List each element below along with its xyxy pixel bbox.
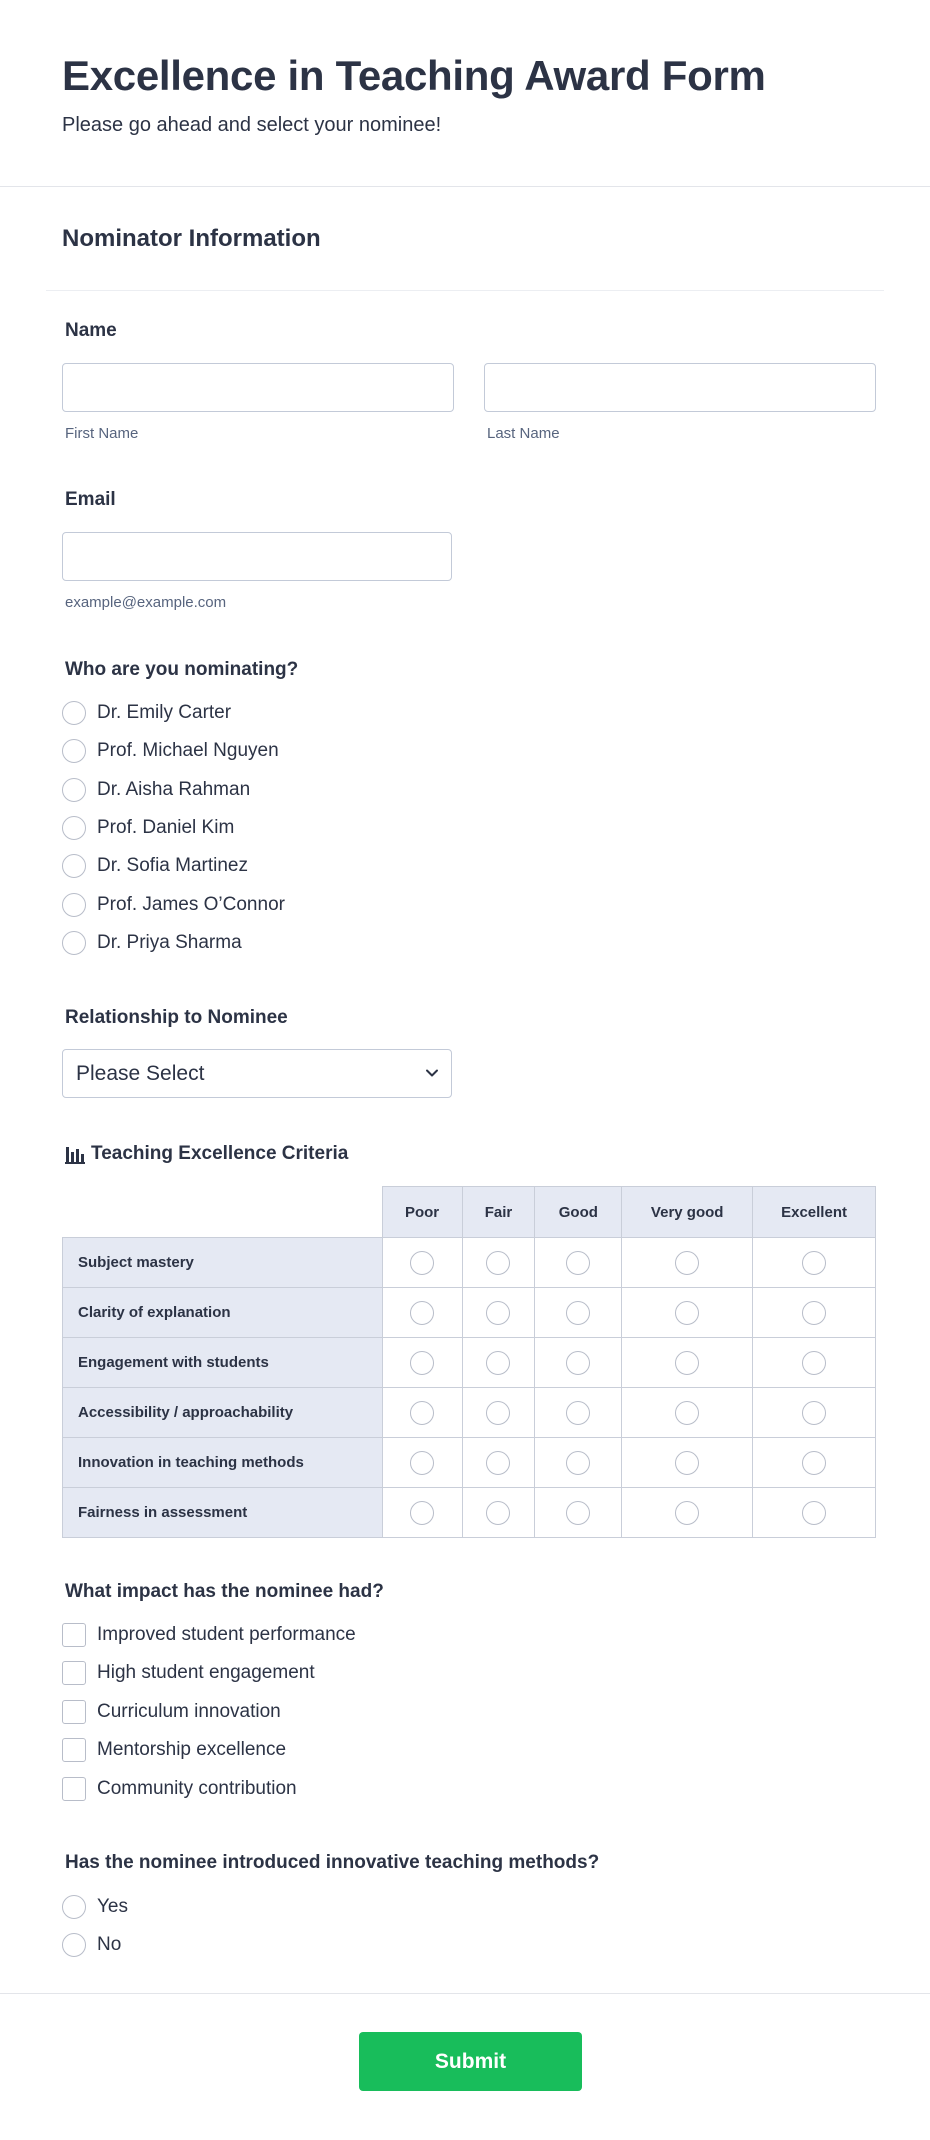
- first-name-sublabel: First Name: [65, 425, 139, 442]
- relationship-field: [62, 1007, 868, 1029]
- matrix-cell[interactable]: [622, 1388, 753, 1438]
- innovative-option-label: No: [97, 1934, 122, 1955]
- impact-label: What impact has the nominee had?: [65, 1581, 384, 1602]
- matrix-cell[interactable]: [382, 1388, 462, 1438]
- radio-button[interactable]: [566, 1301, 590, 1325]
- radio-button[interactable]: [566, 1401, 590, 1425]
- matrix-cell[interactable]: [382, 1488, 462, 1538]
- matrix-cell[interactable]: [462, 1488, 535, 1538]
- matrix-row: [63, 1338, 876, 1388]
- matrix-cell[interactable]: [462, 1238, 535, 1288]
- radio-button[interactable]: [62, 893, 86, 917]
- matrix-column-header: Fair: [462, 1187, 535, 1238]
- innovative-option[interactable]: [62, 1892, 128, 1922]
- section-header: [46, 187, 884, 291]
- matrix-row-label: Clarity of explanation: [63, 1288, 383, 1338]
- matrix-column-header: Poor: [382, 1187, 462, 1238]
- matrix-cell[interactable]: [382, 1238, 462, 1288]
- innovative-option[interactable]: [62, 1930, 121, 1960]
- radio-button[interactable]: [486, 1501, 510, 1525]
- radio-button[interactable]: [675, 1401, 699, 1425]
- matrix-cell[interactable]: [462, 1438, 535, 1488]
- radio-button[interactable]: [486, 1451, 510, 1475]
- email-input[interactable]: [62, 532, 452, 581]
- radio-button[interactable]: [566, 1351, 590, 1375]
- matrix-row-label: Engagement with students: [63, 1338, 383, 1388]
- checkbox[interactable]: [62, 1777, 86, 1801]
- nominee-option[interactable]: [62, 851, 248, 881]
- radio-button[interactable]: [802, 1351, 826, 1375]
- criteria-field: [62, 1143, 868, 1165]
- matrix-cell[interactable]: [382, 1288, 462, 1338]
- relationship-label: Relationship to Nominee: [65, 1007, 288, 1028]
- innovative-field: [62, 1852, 868, 1874]
- matrix-row-label: Subject mastery: [63, 1238, 383, 1288]
- section-title: Nominator Information: [62, 225, 321, 252]
- nominee-option-label: Dr. Sofia Martinez: [97, 855, 248, 876]
- matrix-column-header: Excellent: [753, 1187, 876, 1238]
- radio-button[interactable]: [62, 931, 86, 955]
- form-title: Excellence in Teaching Award Form: [62, 52, 766, 99]
- matrix-row: [63, 1288, 876, 1338]
- nominee-option-label: Dr. Aisha Rahman: [97, 779, 251, 800]
- radio-button[interactable]: [410, 1351, 434, 1375]
- radio-button[interactable]: [802, 1251, 826, 1275]
- form-subtitle: Please go ahead and select your nominee!: [62, 114, 442, 136]
- matrix-row: [63, 1238, 876, 1288]
- nominee-option[interactable]: [62, 890, 285, 920]
- last-name-sublabel: Last Name: [487, 425, 560, 442]
- nominee-field: [62, 659, 868, 681]
- checkbox[interactable]: [62, 1661, 86, 1685]
- impact-option[interactable]: [62, 1620, 356, 1650]
- radio-button[interactable]: [486, 1301, 510, 1325]
- relationship-selected-value: Please Select: [76, 1061, 205, 1085]
- impact-option-label: Community contribution: [97, 1778, 297, 1799]
- matrix-cell[interactable]: [535, 1488, 622, 1538]
- matrix-cell[interactable]: [753, 1238, 876, 1288]
- matrix-column-header: Good: [535, 1187, 622, 1238]
- radio-button[interactable]: [802, 1401, 826, 1425]
- checkbox[interactable]: [62, 1623, 86, 1647]
- nominee-option[interactable]: [62, 928, 242, 958]
- radio-button[interactable]: [675, 1351, 699, 1375]
- nominee-option[interactable]: [62, 736, 279, 766]
- matrix-cell[interactable]: [462, 1338, 535, 1388]
- radio-button[interactable]: [62, 701, 86, 725]
- radio-button[interactable]: [566, 1501, 590, 1525]
- nominee-label: Who are you nominating?: [65, 659, 299, 680]
- nominee-option-label: Prof. Daniel Kim: [97, 817, 235, 838]
- matrix-cell[interactable]: [462, 1288, 535, 1338]
- radio-button[interactable]: [410, 1401, 434, 1425]
- radio-button[interactable]: [62, 816, 86, 840]
- matrix-cell[interactable]: [753, 1388, 876, 1438]
- radio-button[interactable]: [62, 778, 86, 802]
- checkbox[interactable]: [62, 1738, 86, 1762]
- email-label: Email: [65, 489, 116, 510]
- relationship-select[interactable]: [62, 1049, 452, 1098]
- matrix-cell[interactable]: [753, 1488, 876, 1538]
- matrix-table: [62, 1186, 876, 1538]
- matrix-row: [63, 1388, 876, 1438]
- matrix-row-label: Accessibility / approachability: [63, 1388, 383, 1438]
- impact-option[interactable]: [62, 1658, 315, 1688]
- radio-button[interactable]: [62, 739, 86, 763]
- matrix-cell[interactable]: [535, 1388, 622, 1438]
- radio-button[interactable]: [802, 1501, 826, 1525]
- radio-button[interactable]: [675, 1501, 699, 1525]
- name-field: [62, 320, 868, 342]
- matrix-header-row: [63, 1187, 876, 1238]
- last-name-input[interactable]: [484, 363, 876, 412]
- innovative-label: Has the nominee introduced innovative teaching methods?: [65, 1852, 600, 1873]
- radio-button[interactable]: [410, 1501, 434, 1525]
- matrix-row-label: Fairness in assessment: [63, 1488, 383, 1538]
- bar-chart-icon: [65, 1144, 85, 1164]
- matrix-row-label: Innovation in teaching methods: [63, 1438, 383, 1488]
- nominee-option-label: Prof. Michael Nguyen: [97, 740, 279, 761]
- impact-option-label: Improved student performance: [97, 1624, 356, 1645]
- email-sublabel: example@example.com: [65, 594, 227, 611]
- matrix-cell[interactable]: [753, 1438, 876, 1488]
- radio-button[interactable]: [802, 1301, 826, 1325]
- radio-button[interactable]: [486, 1351, 510, 1375]
- impact-option-label: Mentorship excellence: [97, 1739, 287, 1760]
- criteria-label: Teaching Excellence Criteria: [91, 1143, 349, 1164]
- matrix-cell[interactable]: [535, 1288, 622, 1338]
- matrix-cell[interactable]: [535, 1438, 622, 1488]
- nominee-option[interactable]: [62, 775, 250, 805]
- innovative-option-label: Yes: [97, 1896, 128, 1917]
- matrix-cell[interactable]: [622, 1338, 753, 1388]
- name-label: Name: [65, 320, 117, 341]
- nominee-option-label: Prof. James O’Connor: [97, 894, 285, 915]
- criteria-matrix: [62, 1186, 876, 1538]
- radio-button[interactable]: [486, 1251, 510, 1275]
- matrix-cell[interactable]: [753, 1288, 876, 1338]
- matrix-cell[interactable]: [753, 1338, 876, 1388]
- submit-button[interactable]: Submit: [359, 2032, 582, 2091]
- radio-button[interactable]: [410, 1251, 434, 1275]
- radio-button[interactable]: [566, 1451, 590, 1475]
- form-header: [0, 0, 930, 187]
- matrix-row: [63, 1438, 876, 1488]
- impact-option-label: High student engagement: [97, 1662, 315, 1683]
- radio-button[interactable]: [675, 1301, 699, 1325]
- nominee-option-label: Dr. Emily Carter: [97, 702, 232, 723]
- matrix-cell[interactable]: [462, 1388, 535, 1438]
- radio-button[interactable]: [486, 1401, 510, 1425]
- matrix-cell[interactable]: [382, 1438, 462, 1488]
- chevron-down-icon: [423, 1064, 441, 1082]
- radio-button[interactable]: [62, 1895, 86, 1919]
- matrix-cell[interactable]: [622, 1438, 753, 1488]
- matrix-cell[interactable]: [382, 1338, 462, 1388]
- radio-button[interactable]: [62, 854, 86, 878]
- form-footer: [0, 1993, 930, 2140]
- impact-option[interactable]: [62, 1697, 281, 1727]
- nominee-option-label: Dr. Priya Sharma: [97, 932, 242, 953]
- impact-option[interactable]: [62, 1774, 297, 1804]
- radio-button[interactable]: [566, 1251, 590, 1275]
- email-field: [62, 489, 868, 511]
- impact-field: [62, 1581, 868, 1603]
- matrix-cell[interactable]: [622, 1488, 753, 1538]
- matrix-column-header: Very good: [622, 1187, 753, 1238]
- radio-button[interactable]: [410, 1451, 434, 1475]
- checkbox[interactable]: [62, 1700, 86, 1724]
- radio-button[interactable]: [675, 1451, 699, 1475]
- matrix-cell[interactable]: [535, 1338, 622, 1388]
- impact-option[interactable]: [62, 1735, 286, 1765]
- radio-button[interactable]: [410, 1301, 434, 1325]
- radio-button[interactable]: [62, 1933, 86, 1957]
- matrix-cell[interactable]: [622, 1288, 753, 1338]
- matrix-corner: [63, 1187, 383, 1238]
- matrix-cell[interactable]: [535, 1238, 622, 1288]
- matrix-cell[interactable]: [622, 1238, 753, 1288]
- matrix-row: [63, 1488, 876, 1538]
- first-name-input[interactable]: [62, 363, 454, 412]
- impact-option-label: Curriculum innovation: [97, 1701, 281, 1722]
- radio-button[interactable]: [675, 1251, 699, 1275]
- nominee-option[interactable]: [62, 698, 231, 728]
- nominee-option[interactable]: [62, 813, 234, 843]
- radio-button[interactable]: [802, 1451, 826, 1475]
